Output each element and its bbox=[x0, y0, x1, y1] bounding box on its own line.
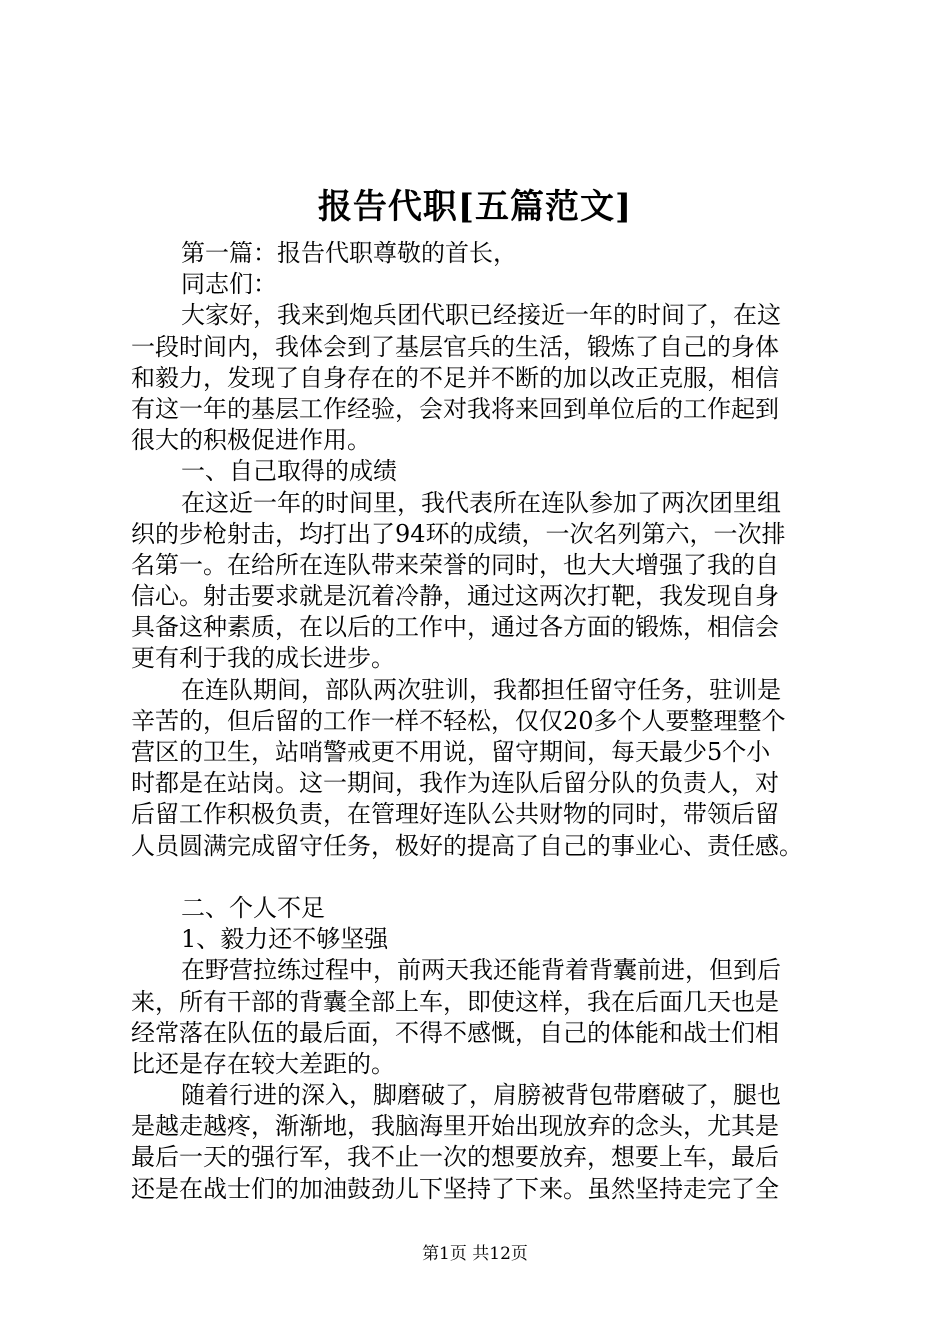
paragraph-line: 还是在战士们的加油鼓劲儿下坚持了下来。虽然坚持走完了全 bbox=[131, 1174, 779, 1203]
paragraph-line: 更有利于我的成长进步。 bbox=[131, 644, 395, 673]
document-title: 报告代职[五篇范文] bbox=[317, 187, 633, 227]
paragraph-line: 织的步枪射击，均打出了94环的成绩，一次名列第六，一次排 bbox=[131, 519, 786, 548]
paragraph-line: 很大的积极促进作用。 bbox=[131, 426, 371, 455]
paragraph-line: 信心。射击要求就是沉着冷静，通过这两次打靶，我发现自身 bbox=[131, 582, 779, 611]
paragraph-line: 经常落在队伍的最后面，不得不感慨，自己的体能和战士们相 bbox=[131, 1018, 779, 1047]
paragraph-line: 比还是存在较大差距的。 bbox=[131, 1049, 395, 1078]
paragraph-line: 名第一。在给所在连队带来荣誉的同时，也大大增强了我的自 bbox=[131, 550, 779, 579]
paragraph-line: 大家好，我来到炮兵团代职已经接近一年的时间了，在这 bbox=[181, 301, 781, 330]
document-body bbox=[131, 238, 831, 1205]
paragraph-line: 后留工作积极负责，在管理好连队公共财物的同时，带领后留 bbox=[131, 800, 779, 829]
page-footer: 第1页 共12页 bbox=[422, 1244, 528, 1264]
paragraph-line: 同志们： bbox=[181, 270, 277, 299]
paragraph-line: 营区的卫生，站哨警戒更不用说，留守期间，每天最少5个小 bbox=[131, 738, 771, 766]
paragraph-line: 在野营拉练过程中，前两天我还能背着背囊前进，但到后 bbox=[181, 956, 781, 985]
paragraph-line: 有这一年的基层工作经验，会对我将来回到单位后的工作起到 bbox=[131, 394, 779, 423]
paragraph-line: 时都是在站岗。这一期间，我作为连队后留分队的负责人，对 bbox=[131, 769, 779, 798]
paragraph-line: 第一篇：报告代职尊敬的首长， bbox=[181, 239, 517, 267]
section-heading: 二、个人不足 bbox=[181, 893, 325, 922]
paragraph-line: 是越走越疼，渐渐地，我脑海里开始出现放弃的念头，尤其是 bbox=[131, 1112, 779, 1141]
paragraph-line: 在这近一年的时间里，我代表所在连队参加了两次团里组 bbox=[181, 488, 781, 517]
subsection-heading: 1、毅力还不够坚强 bbox=[181, 925, 389, 954]
paragraph-line: 人员圆满完成留守任务，极好的提高了自己的事业心、责任感。 bbox=[131, 831, 803, 860]
paragraph-line: 和毅力，发现了自身存在的不足并不断的加以改正克服，相信 bbox=[131, 363, 779, 392]
paragraph-line: 在连队期间，部队两次驻训，我都担任留守任务，驻训是 bbox=[181, 675, 781, 704]
paragraph-line: 具备这种素质，在以后的工作中，通过各方面的锻炼，相信会 bbox=[131, 613, 779, 642]
paragraph-line: 来，所有干部的背囊全部上车，即使这样，我在后面几天也是 bbox=[131, 987, 779, 1016]
paragraph-line: 最后一天的强行军，我不止一次的想要放弃，想要上车，最后 bbox=[131, 1143, 779, 1172]
paragraph-line: 辛苦的，但后留的工作一样不轻松，仅仅20多个人要整理整个 bbox=[131, 706, 786, 735]
blank-line bbox=[131, 862, 831, 893]
section-heading: 一、自己取得的成绩 bbox=[181, 457, 397, 486]
paragraph-line: 随着行进的深入，脚磨破了，肩膀被背包带磨破了，腿也 bbox=[181, 1081, 781, 1110]
paragraph-line: 一段时间内，我体会到了基层官兵的生活，锻炼了自己的身体 bbox=[131, 332, 779, 361]
